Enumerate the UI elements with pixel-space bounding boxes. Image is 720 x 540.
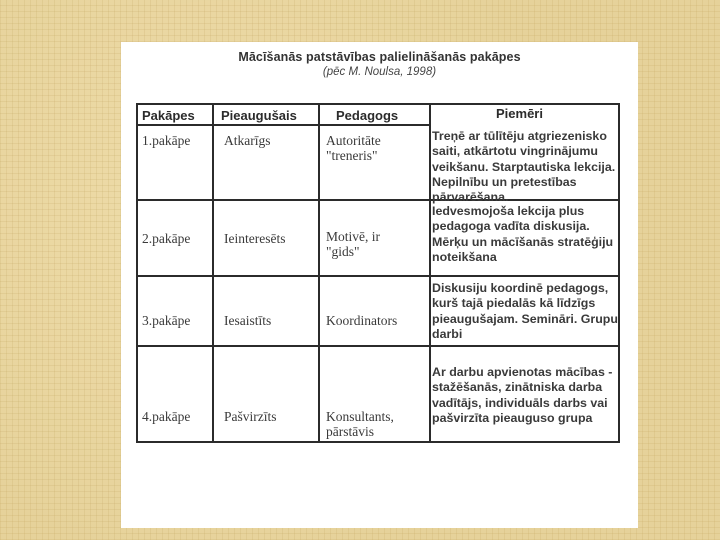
- table-rule: [136, 103, 138, 443]
- row-1-teacher: Autoritāte "treneris": [326, 133, 381, 164]
- row-2-teacher: Motivē, ir "gids": [326, 229, 380, 260]
- stages-table: [136, 103, 620, 531]
- row-3-example: Diskusiju koordinē pedagogs, kurš tajā piedalās kā līdzīgs pieaugušajam. Semināri. Grupu darbi: [432, 281, 618, 341]
- header-teacher: Pedagogs: [336, 108, 399, 123]
- row-1-stage: 1.pakāpe: [142, 133, 191, 148]
- document-page: [121, 42, 638, 528]
- row-2-adult: Ieinteresēts: [224, 231, 286, 246]
- table-rule: [136, 441, 620, 443]
- header-adult: Pieaugušais: [221, 108, 297, 123]
- header-examples: Piemēri: [496, 106, 543, 121]
- header-stage: Pakāpes: [142, 108, 195, 123]
- table-rule: [212, 103, 214, 443]
- document-title: Mācīšanās patstāvības palielināšanās pakāpes: [238, 50, 521, 64]
- table-rule: [318, 103, 320, 443]
- row-2-example: Iedvesmojoša lekcija plus pedagoga vadīta diskusija. Mērķu un mācīšanās stratēģiju noteikšana: [432, 204, 614, 264]
- row-3-adult: Iesaistīts: [224, 313, 272, 328]
- table-rule: [136, 103, 620, 105]
- table-rule: [136, 345, 620, 347]
- row-3-teacher: Koordinators: [326, 313, 398, 328]
- row-4-stage: 4.pakāpe: [142, 409, 191, 424]
- row-1-adult: Atkarīgs: [224, 133, 271, 148]
- table-rule: [136, 124, 431, 126]
- table-rule: [429, 103, 431, 443]
- row-4-teacher: Konsultants, pārstāvis: [326, 409, 394, 440]
- row-2-stage: 2.pakāpe: [142, 231, 191, 246]
- table-rule: [136, 275, 620, 277]
- document-subtitle: (pēc M. Noulsa, 1998): [322, 66, 437, 78]
- row-4-example: Ar darbu apvienotas mācības - stažēšanās, zinātniska darba vadītājs, individuāls darbs vai pašvirzīta pieauguso grupa: [432, 365, 613, 425]
- row-3-stage: 3.pakāpe: [142, 313, 191, 328]
- row-1-example: Treņē ar tūlītēju atgriezenisko saiti, atkārtotu vingrinājumu veikšanu. Starptautiska lekcija. Nepilnību un pretestības pārvarēšana.: [432, 129, 616, 205]
- row-4-adult: Pašvirzīts: [224, 409, 277, 424]
